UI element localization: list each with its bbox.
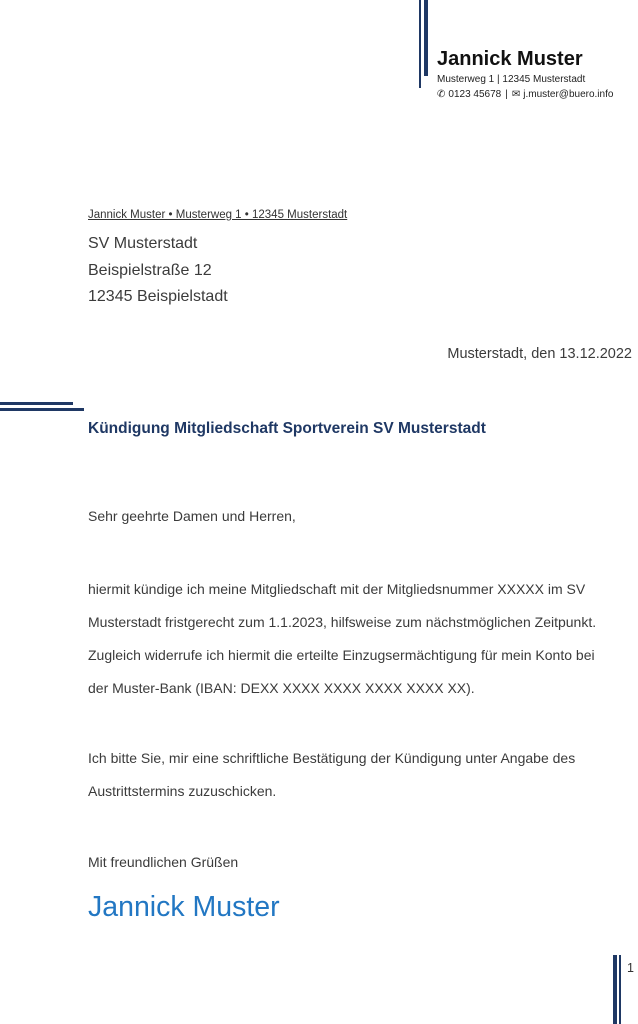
body-paragraph-1 [88, 573, 596, 705]
contact-separator: | [505, 89, 508, 100]
salutation: Sehr geehrte Damen und Herren, [88, 508, 296, 524]
footer-accent-line-thick [613, 955, 617, 1024]
subject-accent-line-thin [0, 402, 73, 405]
body-paragraph-2 [88, 742, 575, 808]
header-accent-line-thin [419, 0, 421, 88]
date-line: Musterstadt, den 13.12.2022 [447, 346, 632, 362]
body-line: hiermit kündige ich meine Mitgliedschaft mit der Mitgliedsnummer XXXXX im SV [88, 581, 586, 597]
recipient-address [88, 231, 228, 311]
signature: Jannick Muster [88, 891, 280, 923]
letterhead-email: j.muster@buero.info [523, 89, 614, 100]
letterhead-address: Musterweg 1 | 12345 Musterstadt [437, 74, 586, 85]
recipient-line-city: 12345 Beispielstadt [88, 288, 228, 305]
body-line: Musterstadt fristgerecht zum 1.1.2023, hilfsweise zum nächstmöglichen Zeitpunkt. [88, 614, 597, 630]
letterhead-contact [437, 88, 613, 101]
body-line: Zugleich widerrufe ich hiermit die erteilte Einzugsermächtigung für mein Konto bei [88, 647, 595, 663]
footer-accent-line-thin [619, 955, 621, 1024]
closing-phrase: Mit freundlichen Grüßen [88, 854, 239, 870]
letterhead-name: Jannick Muster [437, 48, 583, 70]
recipient-line-name: SV Musterstadt [88, 235, 198, 252]
page-number: 1 [627, 961, 634, 975]
recipient-line-street: Beispielstraße 12 [88, 261, 212, 279]
email-icon: ✉ [511, 89, 521, 100]
body-line: der Muster-Bank (IBAN: DEXX XXXX XXXX XXXX XXXX XX). [88, 680, 475, 696]
body-line: Ich bitte Sie, mir eine schriftliche Bestätigung der Kündigung unter Angabe des [88, 750, 576, 766]
body-line: Austrittstermins zuzuschicken. [88, 783, 277, 799]
header-accent-line-thick [424, 0, 428, 76]
letterhead-phone: 0123 45678 [448, 89, 502, 100]
subject-line: Kündigung Mitgliedschaft Sportverein SV Musterstadt [88, 420, 486, 437]
subject-accent-line-thick [0, 408, 84, 412]
phone-icon: ✆ [437, 89, 446, 100]
sender-return-address: Jannick Muster • Musterweg 1 • 12345 Musterstadt [88, 209, 348, 221]
